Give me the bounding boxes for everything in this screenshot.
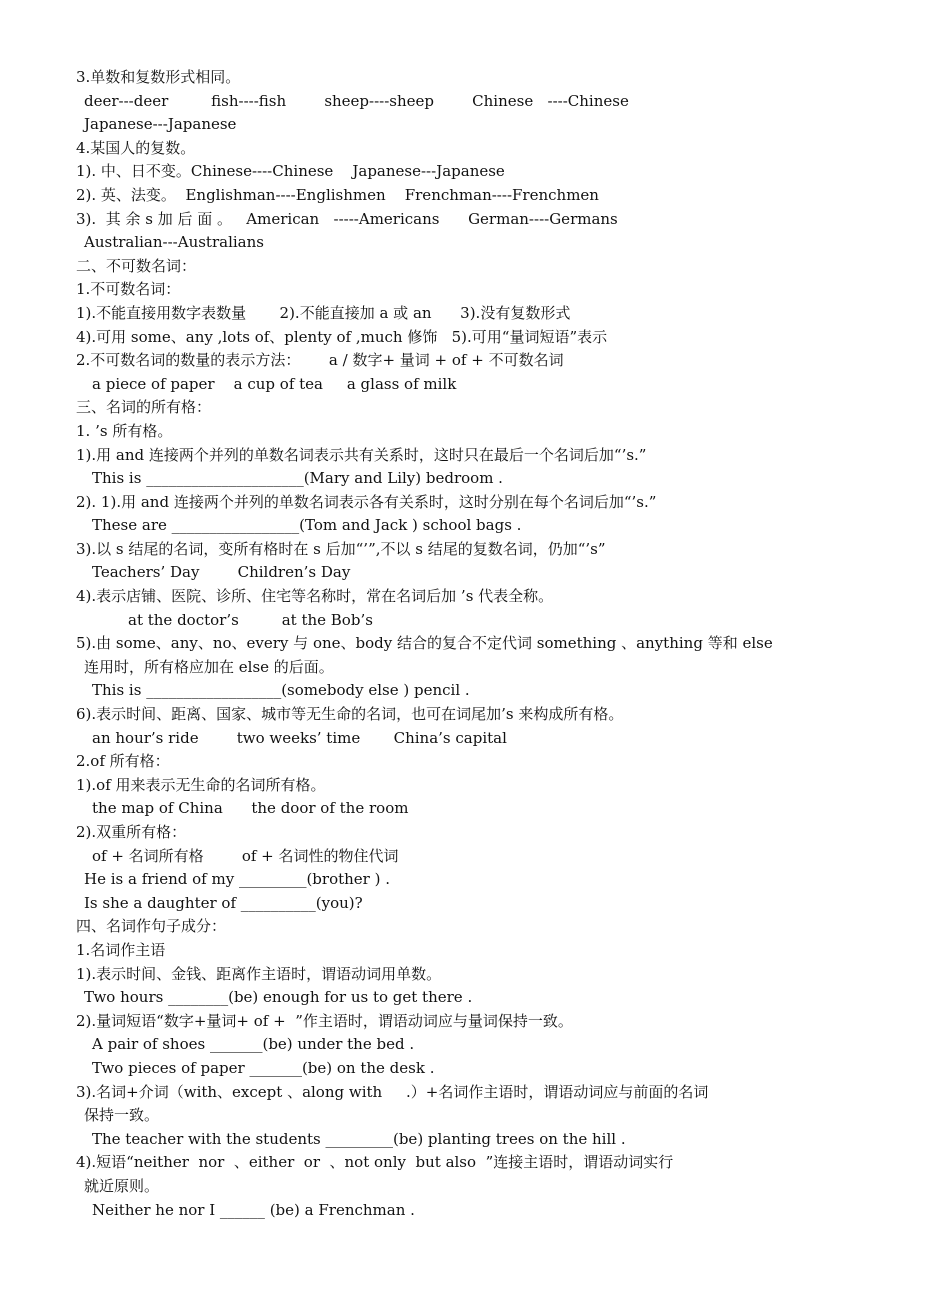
text-line: 2). 1).用 and 连接两个并列的单数名词表示各有关系时，这时分别在每个名词后加“’s.” <box>76 492 657 511</box>
text-line: 1).不能直接用数字表数量 2).不能直接加 a 或 an 3).没有复数形式 <box>76 303 571 322</box>
text-line: an hour’s ride two weeks’ time China’s capital <box>92 728 507 747</box>
text-line: 3.单数和复数形式相同。 <box>76 68 241 86</box>
text-line: 3).名词+介词（with、except 、along with .）+名词作主语时，谓语动词应与前面的名词 <box>76 1082 709 1101</box>
text-line: 2).双重所有格： <box>76 823 187 841</box>
text-line: These are _________________(Tom and Jack ) school bags . <box>92 516 522 535</box>
text-line: deer---deer fish----fish sheep----sheep Chinese ----Chinese <box>84 91 629 110</box>
text-line: of + 名词所有格 of + 名词性的物住代词 <box>92 846 399 865</box>
text-line: a piece of paper a cup of tea a glass of milk <box>92 374 457 393</box>
text-line: 1.名词作主语 <box>76 940 166 959</box>
text-line: 5).由 some、any、no、every 与 one、body 结合的复合不定代词 something 、anything 等和 else <box>76 634 773 653</box>
text-line: This is _____________________(Mary and Lily) bedroom . <box>92 469 503 488</box>
text-line: 1. ’s 所有格。 <box>76 421 173 440</box>
text-line: He is a friend of my _________(brother ) . <box>84 870 390 889</box>
text-line: 3). 其 余 s 加 后 面 。 American -----Americans German----Germans <box>76 209 618 228</box>
text-line: A pair of shoes _______(be) under the bed . <box>92 1035 415 1054</box>
text-line: 就近原则。 <box>84 1176 160 1195</box>
text-line: 1).of 用来表示无生命的名词所有格。 <box>76 775 326 794</box>
text-line: 2.不可数名词的数量的表示方法： a / 数字+ 量词 + of + 不可数名词 <box>76 351 564 370</box>
text-line: the map of China the door of the room <box>92 799 409 818</box>
text-line: 保持一致。 <box>84 1106 160 1125</box>
text-line: 4).可用 some、any ,lots of、plenty of ,much 修饰 5).可用“量词短语”表示 <box>76 327 608 346</box>
text-line: The teacher with the students _________(be) planting trees on the hill . <box>92 1129 626 1148</box>
text-line: 1).用 and 连接两个并列的单数名词表示共有关系时，这时只在最后一个名词后加“’s.” <box>76 445 647 464</box>
text-line: 三、名词的所有格： <box>76 398 212 417</box>
text-line: 4).短语“neither nor 、either or 、not only but also ”连接主语时，谓语动词实行 <box>76 1153 674 1172</box>
text-line: 二、不可数名词： <box>76 256 197 275</box>
text-line: 2). 英、法变。 Englishman----Englishmen Frenchman----Frenchmen <box>76 185 599 204</box>
text-line: 2.of 所有格： <box>76 752 170 771</box>
text-line: 2).量词短语“数字+量词+ of + ”作主语时，谓语动词应与量词保持一致。 <box>76 1011 573 1030</box>
document-body <box>76 66 846 1222</box>
text-line: Australian---Australians <box>84 233 264 252</box>
text-line: at the doctor’s at the Bob’s <box>128 610 373 629</box>
text-line: 4).表示店铺、医院、诊所、住宅等名称时，常在名词后加 ’s 代表全称。 <box>76 587 554 606</box>
text-line: Neither he nor I ______ (be) a Frenchman . <box>92 1200 415 1219</box>
text-line: This is __________________(somebody else ) pencil . <box>92 681 470 700</box>
text-line: 6).表示时间、距离、国家、城市等无生命的名词，也可在词尾加’s 来构成所有格。 <box>76 705 624 724</box>
text-line: Japanese---Japanese <box>84 115 237 134</box>
text-line: 1).表示时间、金钱、距离作主语时，谓语动词用单数。 <box>76 964 442 983</box>
text-line: Two hours ________(be) enough for us to get there . <box>84 988 473 1007</box>
text-line: 3).以 s 结尾的名词，变所有格时在 s 后加“’”,不以 s 结尾的复数名词，仍加“’s” <box>76 539 606 558</box>
text-line: 四、名词作句子成分： <box>76 917 227 936</box>
text-line: 1). 中、日不变。Chinese----Chinese Japanese---Japanese <box>76 162 505 181</box>
text-line: Two pieces of paper _______(be) on the desk . <box>92 1058 435 1077</box>
text-line: Teachers’ Day Children’s Day <box>92 563 351 582</box>
text-line: Is she a daughter of __________(you)? <box>84 893 363 912</box>
text-line: 4.某国人的复数。 <box>76 138 196 157</box>
text-line: 1.不可数名词： <box>76 280 181 299</box>
text-line: 连用时，所有格应加在 else 的后面。 <box>84 657 334 676</box>
